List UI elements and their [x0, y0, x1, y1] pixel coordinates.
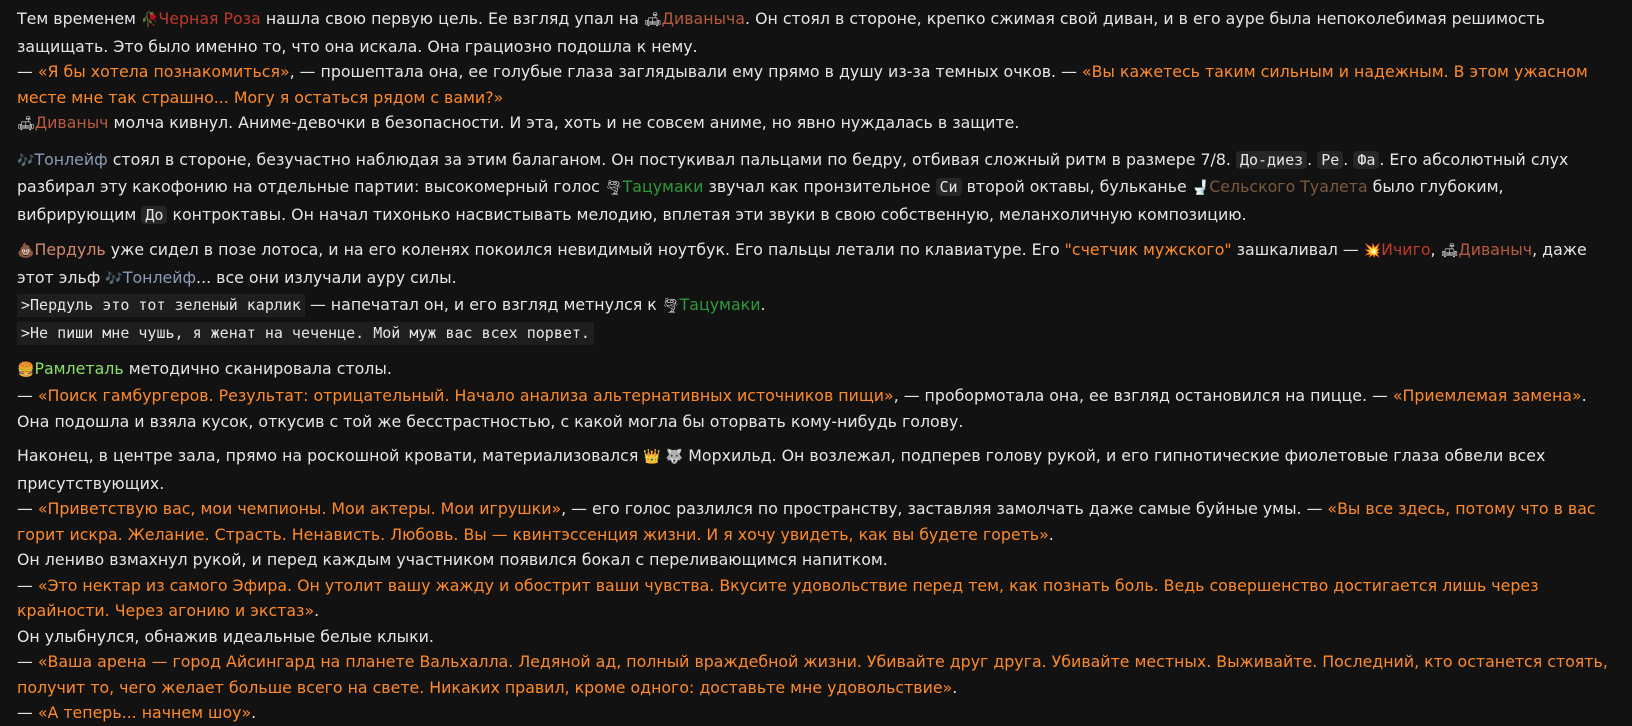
name-divanych: Диваныч: [1458, 240, 1533, 259]
dash-text: —: [17, 575, 38, 595]
name-tatsumaki: Тацумаки: [679, 295, 761, 314]
dialogue-quote: «Ваша арена — город Айсингард на планете Вальхалла. Ледяной ад, полный враждебной жизни. Убивайте друг друга. Убивайте местных. Выживайте. Последний, кто останется стоять, получит то, чего желает больше всего на свете. Никаких правил, кроме одного: доставьте мне удовольствие»: [17, 652, 1608, 697]
narration-text: контроктавы. Он начал тихонько насвистывать мелодию, вплетая эти звуки в свою собственную, меланхоличную композицию.: [167, 204, 1247, 224]
name-rural-toilet: Сельского Туалета: [1209, 177, 1368, 196]
music-note-icon: 🎶: [17, 152, 35, 169]
narration-text: было глубоким, вибрирующим: [17, 177, 1504, 224]
narration-text: — напечатал он, и его взгляд метнулся к: [304, 295, 662, 314]
narration-text: уже сидел в позе лотоса, и на его коленях покоился невидимый ноутбук. Его пальцы летали по клавиатуре. Его: [105, 240, 1065, 259]
inline-code: Фа: [1353, 151, 1379, 169]
separator-text: .: [251, 703, 257, 722]
crown-icon: 👑: [643, 449, 661, 465]
dialogue-line: [17, 383, 1616, 434]
name-divanych: Диваныча: [661, 9, 746, 28]
narration-line: [17, 110, 1616, 138]
dialogue-quote: «Это нектар из самого Эфира. Он утолит вашу жажду и обострит ваши чувства. Вкусите удовольствие перед тем, как познать боль. Ведь совершенство достигается лишь через крайности. Через агонию и экстаз»: [17, 575, 1539, 620]
code-block: >Не пиши мне чушь, я женат на чеченце. Мой муж вас всех порвет.: [17, 322, 594, 345]
dash-text: —: [17, 62, 38, 81]
name-divanych: Диваныч: [34, 113, 109, 132]
sofa-icon: 🛋: [1440, 243, 1459, 259]
inline-code: Ре: [1317, 151, 1343, 169]
narration-text: второй октавы, бульканье: [961, 177, 1192, 196]
paragraph-morhild: [17, 443, 1616, 726]
dialogue-line: [17, 700, 1616, 726]
toilet-icon: 🚽: [1191, 180, 1210, 196]
name-tonleif: Тонлейф: [34, 149, 108, 169]
name-perdul: Пердуль: [34, 240, 106, 259]
narration-text: . Он стоял в стороне, крепко сжимая свой диван, и в его ауре была непоколебимая решимость защищать. Это было именно то, что она искала. Она грациозно подошла к нему.: [17, 9, 1545, 56]
narration-text: методично сканировала столы.: [123, 358, 392, 378]
separator-text: .: [1307, 149, 1318, 169]
burger-icon: 🍔: [17, 361, 35, 378]
dialogue-quote: «Приемлемая замена»: [1392, 386, 1582, 405]
code-block: >Пердуль это тот зеленый карлик: [17, 294, 305, 317]
code-line: [17, 292, 1616, 320]
dash-text: —: [17, 499, 38, 518]
counter-quote: "счетчик мужского": [1064, 240, 1232, 259]
narration-text: молча кивнул. Аниме-девочки в безопасности. И эта, хоть и не совсем аниме, но явно нуждалась в защите.: [108, 113, 1020, 132]
tornado-icon: 🌪: [661, 298, 680, 314]
dialogue-quote: «Приветствую вас, мои чемпионы. Мои актеры. Мои игрушки»: [37, 499, 562, 518]
name-black-rose: Черная Роза: [158, 9, 261, 28]
separator-text: .: [314, 601, 320, 620]
dialogue-quote: «Поиск гамбургеров. Результат: отрицательный. Начало анализа альтернативных источников пищи»: [37, 386, 894, 405]
dialogue-line: [17, 649, 1616, 700]
name-ichigo: Ичиго: [1381, 240, 1431, 259]
dialogue-quote: «Вы все здесь, потому что в вас горит искра. Желание. Страсть. Ненависть. Любовь. Вы — квинтэссенция жизни. И я хочу увидеть, как вы будете гореть»: [17, 499, 1596, 544]
narration-text: Тем временем: [17, 9, 141, 28]
narration-line: Он улыбнулся, обнажив идеальные белые клыки.: [17, 626, 434, 646]
inline-code: До: [141, 206, 167, 224]
narration-text: Морхильд. Он возлежал, подперев голову рукой, и его гипнотические фиолетовые глаза обвели всех присутствующих.: [17, 446, 1546, 493]
separator-text: ,: [1430, 240, 1441, 259]
inline-code: Си: [936, 178, 962, 196]
music-note-icon: 🎶: [105, 270, 123, 287]
narration-text: зашкаливал —: [1231, 240, 1364, 259]
dash-text: —: [17, 652, 38, 671]
poop-icon: 💩: [17, 243, 35, 259]
separator-text: .: [1048, 524, 1054, 544]
rose-icon: 🥀: [140, 12, 159, 28]
narration-text: , — прошептала она, ее голубые глаза заглядывали ему прямо в душу из-за темных очков. —: [289, 62, 1082, 81]
separator-text: .: [952, 677, 958, 697]
wolf-icon: 🐺: [665, 449, 684, 465]
narration-text: ... все они излучали ауру силы.: [196, 267, 457, 287]
narration-text: звучал как пронзительное: [703, 177, 936, 196]
explosion-icon: 💥: [1363, 243, 1382, 259]
inline-code: До-диез: [1236, 151, 1307, 169]
narration-text: стоял в стороне, безучастно наблюдая за этим балаганом. Он постукивал пальцами по бедру, отбивая сложный ритм в размере 7/8.: [107, 149, 1236, 169]
dialogue-line: [17, 496, 1616, 547]
name-ramletal: Рамлеталь: [34, 358, 124, 378]
sofa-icon: 🛋: [643, 12, 662, 28]
narration-text: нашла свою первую цель. Ее взгляд упал на: [260, 9, 644, 28]
narration-text: . Она подошла и взяла кусок, откусив с той же бесстрастностью, с какой могла бы оторвать кому-нибудь голову.: [17, 386, 1587, 431]
narration-text: . Его абсолютный слух разбирал эту какофонию на отдельные партии: высокомерный голос: [17, 149, 1569, 196]
narration-text: , — пробормотала она, ее взгляд остановился на пицце. —: [893, 386, 1393, 405]
name-tonleif: Тонлейф: [122, 267, 197, 287]
separator-text: .: [1343, 149, 1354, 169]
narration-text: , даже этот эльф: [17, 240, 1587, 287]
code-line: [17, 320, 1616, 347]
dash-text: —: [17, 703, 38, 722]
dialogue-line: [17, 573, 1616, 624]
paragraph-tonleif: [17, 147, 1616, 229]
dash-text: —: [17, 386, 38, 405]
tornado-icon: 🌪: [604, 180, 623, 196]
paragraph-ramletal: [17, 356, 1616, 435]
separator-text: .: [760, 295, 766, 314]
narration-line: Он лениво взмахнул рукой, и перед каждым участником появился бокал с переливающимся напитком.: [17, 550, 888, 569]
dialogue-quote: «Я бы хотела познакомиться»: [37, 62, 290, 81]
dialogue-quote: «Вы кажетесь таким сильным и надежным. В этом ужасном месте мне так страшно... Могу я остаться рядом с вами?»: [17, 62, 1588, 107]
paragraph-perdul: [17, 237, 1616, 347]
name-tatsumaki: Тацумаки: [622, 177, 704, 196]
sofa-icon: 🛋: [17, 116, 35, 132]
paragraph-rose: [17, 6, 1616, 138]
dialogue-line: [17, 59, 1616, 110]
dialogue-quote: «А теперь... начнем шоу»: [37, 703, 252, 722]
narration-text: Наконец, в центре зала, прямо на роскошной кровати, материализовался: [17, 446, 644, 465]
narration-text: , — его голос разлился по пространству, заставляя замолчать даже самые буйные умы. —: [561, 499, 1328, 518]
